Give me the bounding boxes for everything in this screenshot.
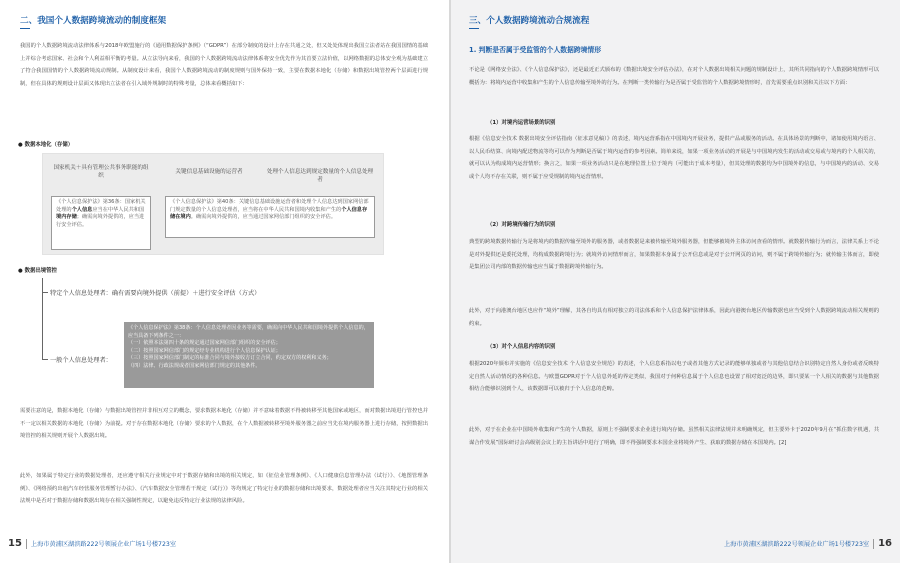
tree-label-specific: 特定个人信息处理者：确有需要向境外提供（前提）＋进行安全评估（方式） xyxy=(50,290,261,297)
quote-article-40: 《个人信息保护法》第40条：关键信息基础设施运营者和处理个人信息达到国家网信部门规定数量的个人信息处理者，应当将在中华人民共和国境内收集和产生的个人信息存储在境内。确需向境外提供的，应当通过国家网信部门组织的安全评估。 xyxy=(165,196,375,238)
localization-diagram xyxy=(42,153,384,255)
intro-paragraph: 我国的个人数据跨境流动法律体系与2018年欧盟施行的《通用数据保护条例》（“GDPR”）在部分制度的设计上存在共通之处，但又处处体现出我国立法者站在我国国情的基础上并综合考虑国家、社会和个人利益相平衡的考量。从立法导向来看，我国的个人数据跨境流动法律体系将安全优先作为其首要立法价值，以网络数据的总体安全观为基础建立了符合我国国情的个人数据跨境流动规制。从制度设计来看，我国个人数据跨境流动的制度规则与国外保持一致，主要在数据本地化（存储）和数据出境管控两个层面进行规制，但在具体的规则设计层面又体现出立法者在引入域外规制时的特殊考量，总体来看概括如下： xyxy=(20,43,428,87)
col2-title: 关键信息基础设施的运营者 xyxy=(175,169,243,175)
tree-branch-2 xyxy=(42,359,48,360)
tree-branch-1 xyxy=(42,292,48,293)
paragraph-domestic-operation: 根据《信息安全技术 数据出境安全评估指南（征求意见稿）》的表述，境内运营系指在中国境内开展业务，提供产品或服务的活动。在具体场景的判断中，诸如使用境内语言、以人民币结算、向境内配送物流等均可以作为判断是否属于境内运营的参考因素。简单来说，如果一项业务活动的开展是与中国境内发生的活动或交易或与境内的个人相关的，就可以认为构成境内运营情形；换言之，如果一项业务活动只是在地理位置上位于境内（可能出于成本考量），但其处理的数据均为中国境外的信息，与中国境内的活动、交易或个人均不存在关联，则不属于应受规制的境内运营情形。 xyxy=(469,136,879,180)
section-title: 二、我国个人数据跨境流动的制度框架 xyxy=(20,16,167,26)
section-title: 三、个人数据跨境流动合规流程 xyxy=(469,16,590,26)
page-number: 16 xyxy=(878,538,892,549)
footer-divider xyxy=(873,539,874,549)
tree-label-general: 一般个人信息处理者： xyxy=(50,357,112,364)
col3-title: 处理个人信息达到规定数量的个人信息处理者 xyxy=(266,169,374,183)
paragraph-overseas-data: 此外，对于在企业在中国境外收集和产生的个人数据，原则上不强制要求企业进行境内存储。虽然相关法律法规并未明确规定，但主要外卡于2020年9月在“抓住数字机遇，共谋合作发展”国际研讨会高级别会议上的主旨讲话中进行了明确，即不得强制要求本国企业将境外产生、获取的数据存储在本国境内。[2] xyxy=(469,427,879,446)
article-38-box: 《个人信息保护法》第38条：个人信息处理者因业务等需要，确需向中华人民共和国境外提供个人信息的，应当具备下列条件之一： （一）依照本法第四十条的规定通过国家网信部门组织的安全评估； （二）按照国家网信部门的规定经专业机构进行个人信息保护认证； （三）按照国家网信部门制定的标准合同与境外接收方订立合同，约定双方的权利和义务； （四）法律、行政法规或者国家网信部门规定的其他条件。 xyxy=(124,322,374,388)
footer-left xyxy=(8,538,176,554)
left-page xyxy=(0,0,449,563)
paragraph-industry: 此外，如果属于特定行业的数据处理者，还应遵守相关行业规定中对于数据存储和出境的相关规定，如《征信业管理条例》、《人口健康信息管理办法（试行）》、《地图管理条例》、《网络预约出租汽车经营服务管理暂行办法》、《汽车数据安全管理若干规定（试行）》等均规定了特定行业的数据存储和出境要求，数据处理者应当关注其特定行业的相关法规中是否对于数据存储和数据出境存在相关强制性规定，以避免违反特定行业法规的法律风险。 xyxy=(20,473,428,505)
paragraph-hk-mo-tw: 此外，对于向港澳台地区也应作“境外”理解，其各自均具有相对独立的司法体系和个人信息保护法律体系，因此向港澳台地区传输数据也应当受到个人数据跨境流动相关规则的约束。 xyxy=(469,308,879,327)
footer-address: 上海市黄浦区湖滨路222号领展企业广场1号楼723室 xyxy=(723,541,870,548)
footer-right xyxy=(724,538,892,554)
bullet-export-control: ● 数据出境管控 xyxy=(18,268,57,274)
right-page xyxy=(451,0,900,563)
paragraph-personal-info: 根据2020年颁布并实施的《信息安全技术 个人信息安全规范》的表述，个人信息系指以电子或者其他方式记录的能够单独或者与其他信息结合识别特定自然人身份或者反映特定自然人活动情况的各种信息。与欧盟GDPR对于个人信息外延的界定类似，我国对于何种信息属于个人信息也设置了相对宽泛的边界，即只要某一个人相关的数据与其他数据相结合能够识别到个人，该数据即可以被归于个人信息的范畴。 xyxy=(469,361,879,393)
paragraph-cross-border: 典型的跨境数据传输行为是将境内的数据传输至境外的服务器，或者数据是来被传输至境外服务器，但能够被境外主体访问查看的情形。就数据传输行为而言，法律关系上不论是对外提供还是委托处理，均构成数据跨境行为；就境外访问情形而言，如果数据本身属于公开信息或是对于公开网页的访问，则不属于跨境传输行为；就传输主体而言，即使是集团公司内部的数据传输也应当属于数据跨境传输行为。 xyxy=(469,239,879,271)
heading-personal-info: （3）对个人信息内容的识别 xyxy=(487,344,556,350)
title-underline xyxy=(20,28,30,29)
footer-address: 上海市黄浦区湖滨路222号领展企业广场1号楼723室 xyxy=(30,541,177,548)
title-underline xyxy=(469,28,479,29)
footer-divider xyxy=(26,539,27,549)
heading-domestic-operation: （1）对境内运营场景的识别 xyxy=(487,120,556,126)
col1-title: 国家机关＋具有管理公共事务职能的组织 xyxy=(53,165,149,179)
heading-cross-border: （2）对跨境传输行为的识别 xyxy=(487,222,556,228)
tree-trunk xyxy=(42,278,43,360)
quote-article-36: 《个人信息保护法》第36条：国家机关处理的个人信息应当在中华人民共和国境内存储；确需向境外提供的，应当进行安全评估。 xyxy=(51,196,151,250)
paragraph-note: 需要注意的是，数据本地化（存储）与数据出境管控并非相互对立的概念，要求数据本地化（存储）并不意味着数据不得被转移至其他国家或地区，而对数据出境进行管控也并不一定以相关数据的本地化（存储）为前提。对于存在数据本地化（存储）要求的个人数据，在个人数据被转移至境外服务器之前应当先在境内服务器上进行存储，按照数据出境管控的相关规则开展个人数据出境。 xyxy=(20,408,428,440)
sub-title: 1. 判断是否属于受监管的个人数据跨境情形 xyxy=(469,46,602,54)
bullet-data-localization: ● 数据本地化（存储） xyxy=(18,142,74,148)
page-number: 15 xyxy=(8,538,22,549)
paragraph-scope: 不论是《网络安全法》、《个人信息保护法》，还是最近正式颁布的《数据出境安全评估办法》，在对个人数据出境相关问题的规制设计上，其所共同指向的个人数据跨境情形可以概括为：将境内运营中收集和产生的个人信息传输至境外的行为。在判断一类传输行为是否属于受监管的个人数据跨境情形时，首先需要重点识别和关注以下方面： xyxy=(469,67,879,86)
